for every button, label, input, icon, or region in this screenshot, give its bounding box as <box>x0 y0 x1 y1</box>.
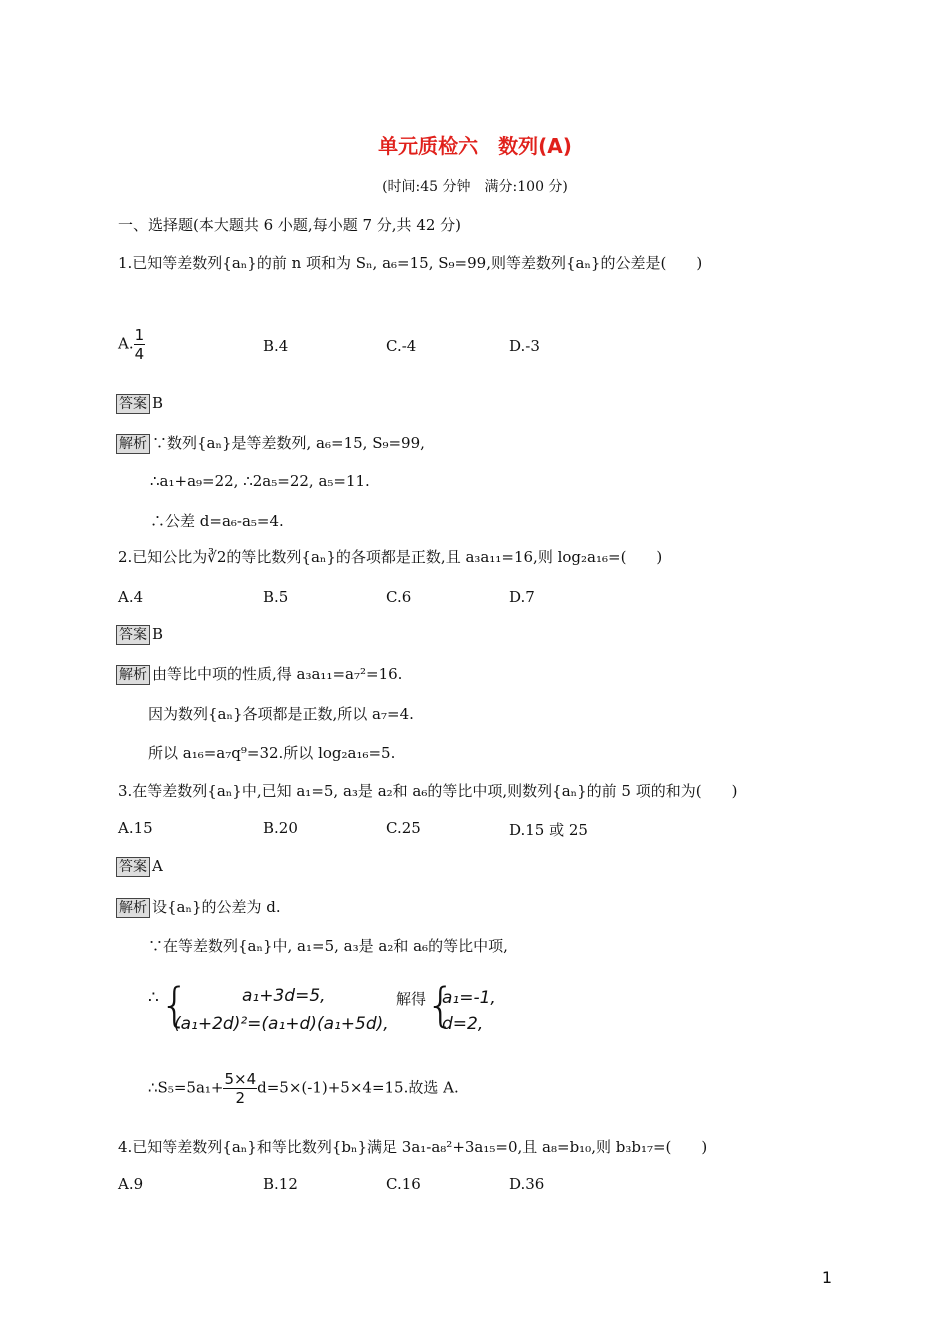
q2-analysis-line-1 <box>116 663 402 685</box>
q2-option-c: C.6 <box>386 588 412 606</box>
q1-option-b: B.4 <box>263 337 289 355</box>
q3-therefore: ∴ <box>148 988 159 1008</box>
q1-stem: 1.已知等差数列{aₙ}的前 n 项和为 Sₙ, a₆=15, S₉=99,则等差数列{aₙ}的公差是( ) <box>118 254 703 272</box>
q2-answer <box>116 625 163 645</box>
q2-option-a: A.4 <box>118 588 144 606</box>
q1-option-a-prefix: A. <box>118 334 134 353</box>
q1-answer-value: B <box>152 394 164 412</box>
q3-final-denominator: 2 <box>235 1089 246 1107</box>
answer-label: 答案 <box>116 625 150 645</box>
q1-option-a <box>118 326 145 363</box>
q1-analysis-line-3: ∴公差 d=a₆-a₅=4. <box>150 512 284 530</box>
q3-final-fraction <box>223 1070 257 1107</box>
analysis-label: 解析 <box>116 898 150 918</box>
q2-answer-value: B <box>152 625 164 643</box>
q3-answer-value: A <box>152 857 163 875</box>
q1-option-c: C.-4 <box>386 337 417 355</box>
q2-analysis-line-3: 所以 a₁₆=a₇q⁹=32.所以 log₂a₁₆=5. <box>148 744 396 762</box>
q3-solve-label: 解得 <box>396 990 427 1008</box>
q4-option-a: A.9 <box>118 1175 144 1193</box>
q3-final-prefix: ∴S₅=5a₁+ <box>148 1078 224 1097</box>
brace-left-1: { <box>160 978 190 1032</box>
q2-analysis-line-2: 因为数列{aₙ}各项都是正数,所以 a₇=4. <box>148 705 414 723</box>
q3-analysis-line-2: ∵在等差数列{aₙ}中, a₁=5, a₃是 a₂和 a₆的等比中项, <box>148 937 508 955</box>
q4-stem: 4.已知等差数列{aₙ}和等比数列{bₙ}满足 3a₁-a₈²+3a₁₅=0,且 a₈=b₁₀,则 b₃b₁₇=( ) <box>118 1138 708 1156</box>
q4-option-c: C.16 <box>386 1175 421 1193</box>
analysis-label: 解析 <box>116 434 150 454</box>
brace-left-2: { <box>426 978 456 1032</box>
q3-answer <box>116 857 163 877</box>
section-heading: 一、选择题(本大题共 6 小题,每小题 7 分,共 42 分) <box>118 216 462 234</box>
q1-analysis-line-1 <box>116 432 425 454</box>
q2-analysis-text-1: 由等比中项的性质,得 a₃a₁₁=a₇²=16. <box>152 665 403 683</box>
page-title: 单元质检六 数列(A) <box>378 134 572 158</box>
q3-option-b: B.20 <box>263 819 298 837</box>
q3-system-1-line-2: (a₁+2d)²=(a₁+d)(a₁+5d), <box>174 1014 389 1034</box>
analysis-label: 解析 <box>116 665 150 685</box>
q2-stem: 2.已知公比为∛2的等比数列{aₙ}的各项都是正数,且 a₃a₁₁=16,则 log₂a₁₆=( ) <box>118 548 663 566</box>
q4-option-b: B.12 <box>263 1175 298 1193</box>
q1-option-a-fraction <box>134 326 146 363</box>
q3-option-c: C.25 <box>386 819 421 837</box>
q3-system-2-line-1: a₁=-1, <box>442 988 496 1008</box>
q1-option-a-denominator: 4 <box>134 345 145 363</box>
q1-analysis-text-1: ∵数列{aₙ}是等差数列, a₆=15, S₉=99, <box>152 434 425 452</box>
q2-option-d: D.7 <box>509 588 535 606</box>
page-number: 1 <box>821 1268 832 1287</box>
q3-final-suffix: d=5×(-1)+5×4=15.故选 A. <box>257 1078 459 1097</box>
q3-option-a: A.15 <box>118 819 153 837</box>
q1-answer <box>116 394 163 414</box>
q1-option-d: D.-3 <box>509 337 540 355</box>
q4-option-d: D.36 <box>509 1175 545 1193</box>
answer-label: 答案 <box>116 394 150 414</box>
q1-option-a-numerator: 1 <box>134 326 145 344</box>
q2-option-b: B.5 <box>263 588 289 606</box>
q3-analysis-text-1: 设{aₙ}的公差为 d. <box>152 898 281 916</box>
q3-analysis-line-1 <box>116 896 281 918</box>
q3-stem: 3.在等差数列{aₙ}中,已知 a₁=5, a₃是 a₂和 a₆的等比中项,则数列{aₙ}的前 5 项的和为( ) <box>118 782 738 800</box>
q3-final-numerator: 5×4 <box>224 1070 257 1088</box>
q3-option-d: D.15 或 25 <box>509 821 588 839</box>
q1-analysis-line-2: ∴a₁+a₉=22, ∴2a₅=22, a₅=11. <box>150 472 370 490</box>
q3-final-line <box>148 1070 459 1107</box>
q3-system-1-line-1: a₁+3d=5, <box>242 986 326 1006</box>
q3-system-2-line-2: d=2, <box>442 1014 484 1034</box>
answer-label: 答案 <box>116 857 150 877</box>
page-subtitle: (时间:45 分钟 满分:100 分) <box>382 179 568 195</box>
